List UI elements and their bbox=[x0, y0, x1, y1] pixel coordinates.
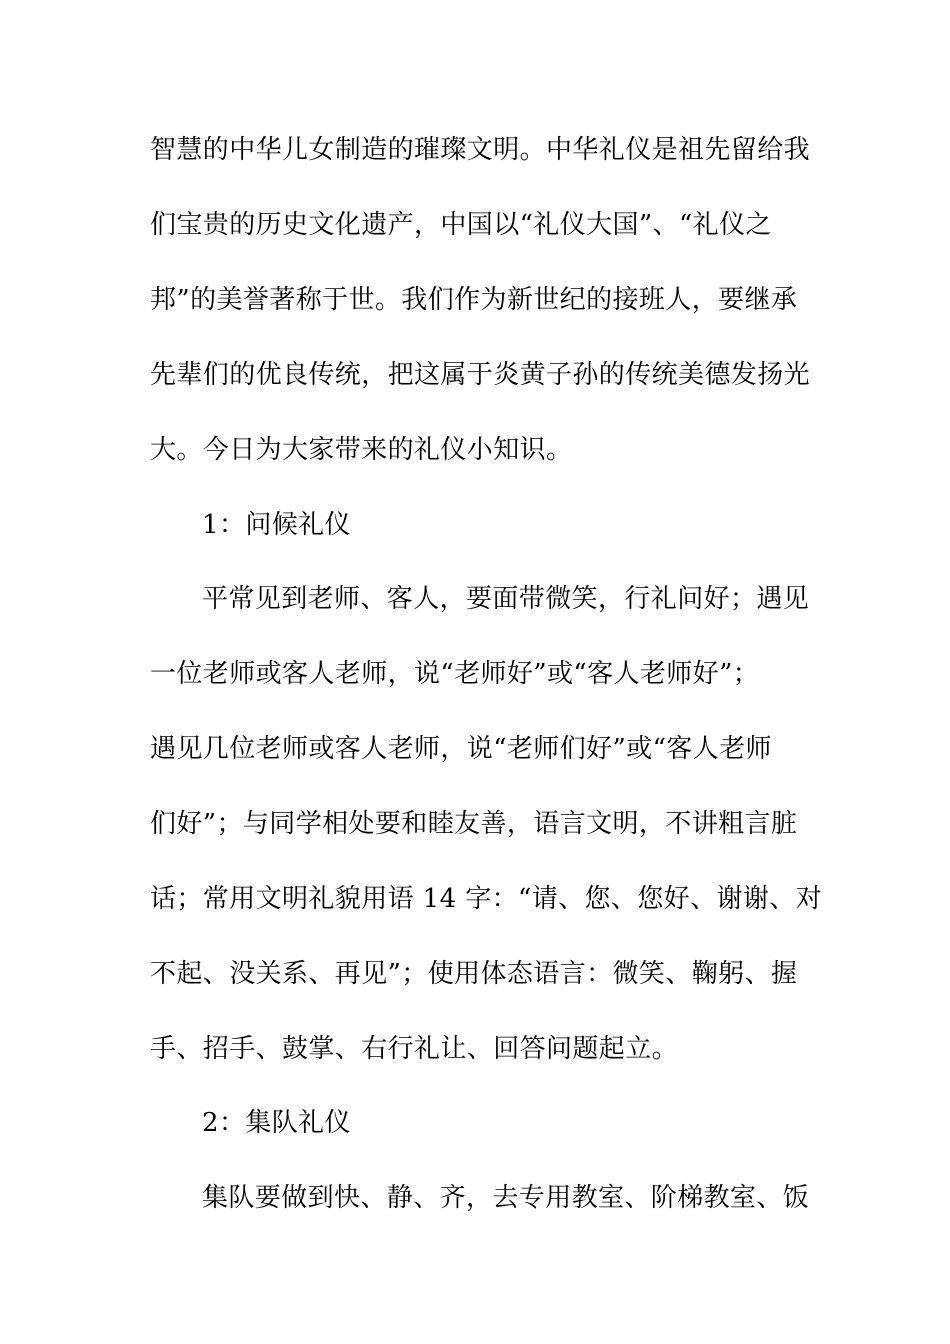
paragraph-greeting-line: 遇见几位老师或客人老师，说“老师们好”或“客人老师 bbox=[150, 734, 772, 764]
paragraph-intro-line: 先辈们的优良传统，把这属于炎黄子孙的传统美德发扬光 bbox=[150, 360, 811, 390]
paragraph-intro-line: 大。今日为大家带来的礼仪小知识。 bbox=[150, 435, 573, 465]
paragraph-greeting-line: 平常见到老师、客人，要面带微笑，行礼问好；遇见 bbox=[202, 584, 810, 614]
paragraph-lineup-line: 集队要做到快、静、齐，去专用教室、阶梯教室、饭 bbox=[202, 1183, 810, 1213]
paragraph-greeting-line: 话；常用文明礼貌用语 14 字：“请、您、您好、谢谢、对 bbox=[150, 884, 823, 914]
section-heading-greeting: 1：问候礼仪 bbox=[202, 510, 351, 540]
paragraph-greeting-line: 们好”；与同学相处要和睦友善，语言文明，不讲粗言脏 bbox=[150, 809, 798, 839]
paragraph-intro-line: 们宝贵的历史文化遗产，中国以“礼仪大国”、“礼仪之 bbox=[150, 210, 772, 240]
section-heading-lineup: 2：集队礼仪 bbox=[202, 1108, 351, 1138]
paragraph-greeting-line: 不起、没关系、再见”；使用体态语言：微笑、鞠躬、握 bbox=[150, 959, 798, 989]
paragraph-greeting-line: 手、招手、鼓掌、右行礼让、回答问题起立。 bbox=[150, 1034, 679, 1064]
paragraph-intro-line: 邦”的美誉著称于世。我们作为新世纪的接班人，要继承 bbox=[150, 285, 798, 315]
paragraph-intro-line: 智慧的中华儿女制造的璀璨文明。中华礼仪是祖先留给我 bbox=[150, 135, 811, 165]
paragraph-greeting-line: 一位老师或客人老师，说“老师好”或“客人老师好”； bbox=[150, 659, 760, 689]
